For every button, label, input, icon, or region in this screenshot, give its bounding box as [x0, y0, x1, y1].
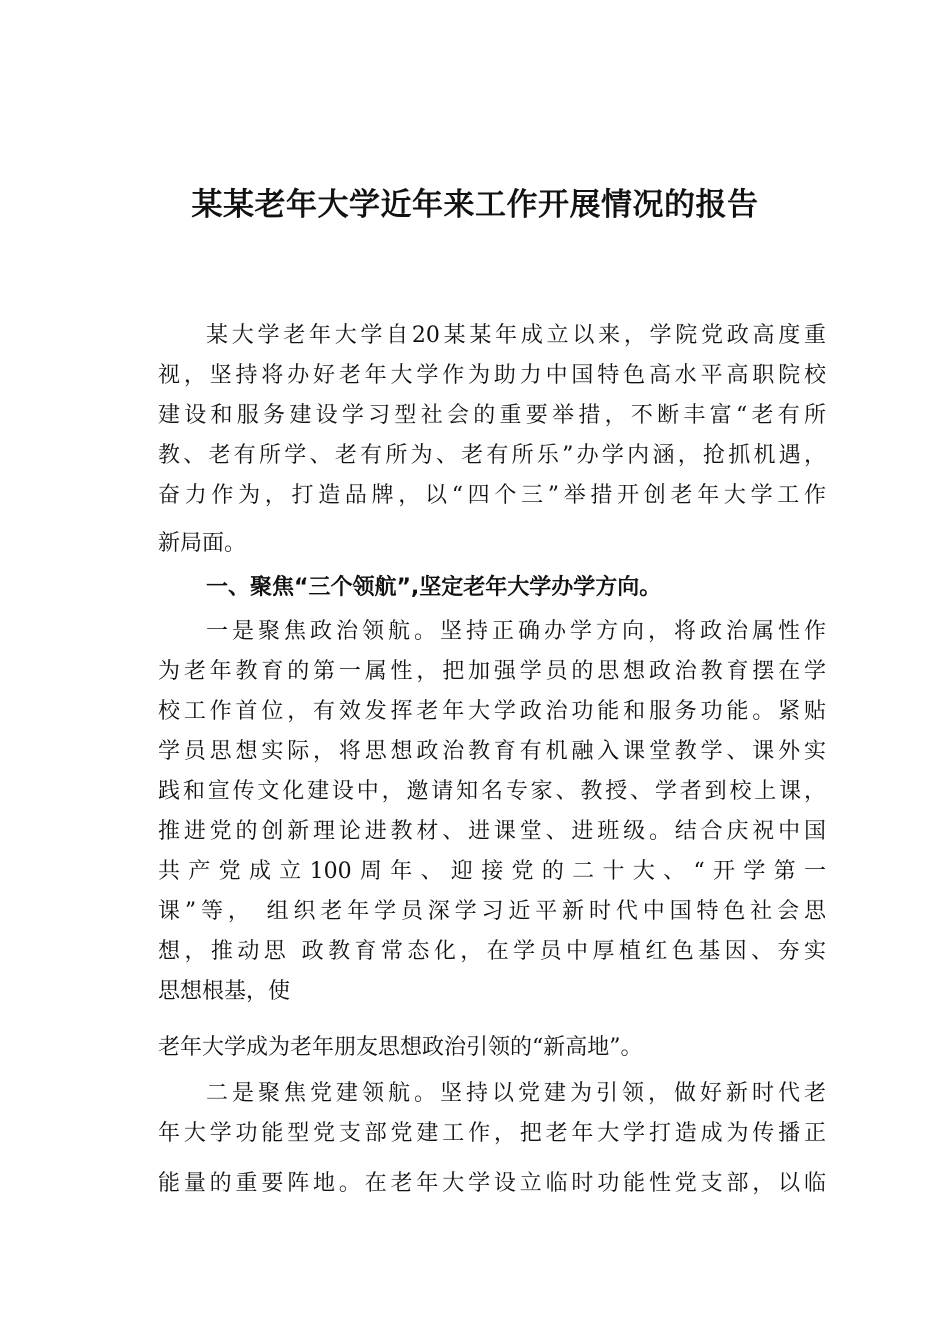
paragraph-line: 新局面。 — [158, 531, 247, 556]
paragraph-line: 课”等， 组织老年学员深学习近平新时代中国特色社会思 — [158, 899, 826, 924]
paragraph-line: 二是聚焦党建领航。坚持以党建为引领，做好新时代老 — [206, 1081, 826, 1106]
paragraph-line: 为老年教育的第一属性，把加强学员的思想政治教育摆在学 — [158, 659, 826, 684]
paragraph-line: 教、老有所学、老有所为、老有所乐”办学内涵，抢抓机遇， — [158, 443, 826, 468]
document-title: 某某老年大学近年来工作开展情况的报告 — [191, 187, 759, 223]
paragraph-line: 共产党成立100周年、迎接党的二十大、“开学第一 — [158, 859, 826, 884]
paragraph-line: 年大学功能型党支部党建工作，把老年大学打造成为传播正 — [158, 1121, 826, 1146]
paragraph-line: 推进党的创新理论进教材、进课堂、进班级。结合庆祝中国 — [158, 819, 826, 844]
paragraph-line: 能量的重要阵地。在老年大学设立临时功能性党支部，以临 — [158, 1171, 826, 1196]
paragraph-line: 学员思想实际，将思想政治教育有机融入课堂教学、课外实 — [158, 739, 826, 764]
paragraph-line: 校工作首位，有效发挥老年大学政治功能和服务功能。紧贴 — [158, 699, 826, 724]
paragraph-line: 建设和服务建设学习型社会的重要举措，不断丰富“老有所 — [158, 403, 826, 428]
paragraph-line: 想，推动思 政教育常态化，在学员中厚植红色基因、夯实 — [158, 939, 826, 964]
paragraph-line: 某大学老年大学自20某某年成立以来，学院党政高度重 — [206, 323, 826, 348]
section-heading: 一、聚焦“三个领航”,坚定老年大学办学方向。 — [206, 575, 662, 600]
paragraph-line: 老年大学成为老年朋友思想政治引领的“新高地”。 — [158, 1035, 643, 1060]
paragraph-line: 思想根基，使 — [158, 979, 291, 1004]
paragraph-line: 一是聚焦政治领航。坚持正确办学方向，将政治属性作 — [206, 619, 826, 644]
paragraph-line: 奋力作为，打造品牌，以“四个三”举措开创老年大学工作 — [158, 483, 826, 508]
paragraph-line: 践和宣传文化建设中，邀请知名专家、教授、学者到校上课， — [158, 779, 826, 804]
paragraph-line: 视，坚持将办好老年大学作为助力中国特色高水平高职院校 — [158, 363, 826, 388]
